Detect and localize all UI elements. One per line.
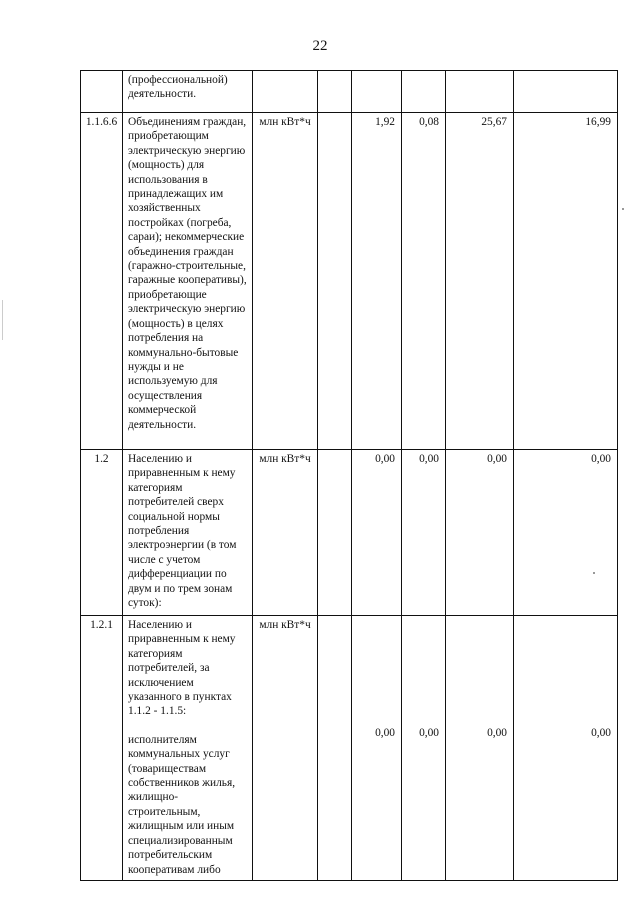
row-col8-cell — [514, 616, 618, 881]
tariff-table — [80, 70, 618, 881]
row-col7-cell — [446, 616, 514, 881]
row-col8: 16,99 — [514, 113, 618, 450]
row-number: 1.2.1 — [81, 616, 123, 881]
page-number: 22 — [312, 38, 328, 54]
row-col6: 0,00 — [419, 727, 439, 739]
row-col4 — [318, 616, 352, 881]
row-col8: 0,00 — [591, 727, 611, 739]
row-unit: млн кВт*ч — [253, 450, 318, 616]
table-row — [81, 450, 618, 616]
row-description: Объединениям граждан, приобретающим электрическую энергию (мощность) для использования в принадлежащих им хозяйственных постройках (погреба, сараи); некоммерческие объединения граждан (гаражно-строительные, гаражные кооперативы), приобретающие электрическую энергию (мощность) в целях потребления на коммунально-бытовые нужды и не используемую для осуществления коммерческой деятельности. — [123, 113, 253, 450]
row-unit: млн кВт*ч — [253, 616, 318, 881]
row-col5: 1,92 — [352, 113, 402, 450]
row-col5-cell — [352, 616, 402, 881]
table-row — [81, 616, 618, 881]
row-col5: 0,00 — [375, 727, 395, 739]
row-col4 — [318, 113, 352, 450]
row-number — [81, 71, 123, 113]
row-col4 — [318, 450, 352, 616]
row-col5 — [352, 71, 402, 113]
row-col7 — [446, 71, 514, 113]
table-row — [81, 113, 618, 450]
row-description: Населению и приравненным к нему категориям потребителей сверх социальной нормы потребления электроэнергии (в том числе с учетом дифференциации по двум и по трем зонам суток): — [123, 450, 253, 616]
row-col6-cell — [402, 616, 446, 881]
row-col7: 25,67 — [446, 113, 514, 450]
row-col7: 0,00 — [487, 727, 507, 739]
row-col8 — [514, 71, 618, 113]
scan-artifact-mark — [2, 300, 3, 340]
row-unit: млн кВт*ч — [253, 113, 318, 450]
row-unit — [253, 71, 318, 113]
scan-artifact-mark — [622, 208, 624, 210]
row-description: Населению и приравненным к нему категориям потребителей, за исключением указанного в пунктах 1.1.2 - 1.1.5: — [128, 619, 236, 718]
row-description-cell — [123, 616, 253, 881]
row-col6: 0,00 — [402, 450, 446, 616]
row-col6: 0,08 — [402, 113, 446, 450]
row-col4 — [318, 71, 352, 113]
row-number: 1.1.6.6 — [81, 113, 123, 450]
row-col6 — [402, 71, 446, 113]
row-number: 1.2 — [81, 450, 123, 616]
row-col8: 0,00 — [514, 450, 618, 616]
row-col5: 0,00 — [352, 450, 402, 616]
row-description: (профессиональной) деятельности. — [123, 71, 253, 113]
row-description-continued: исполнителям коммунальных услуг (товариществам собственников жилья, жилищно-строительным, жилищным или иным специализированным потребительским кооперативам либо — [128, 733, 236, 876]
row-col7: 0,00 — [446, 450, 514, 616]
table-row — [81, 71, 618, 113]
scan-artifact-mark — [593, 572, 595, 574]
